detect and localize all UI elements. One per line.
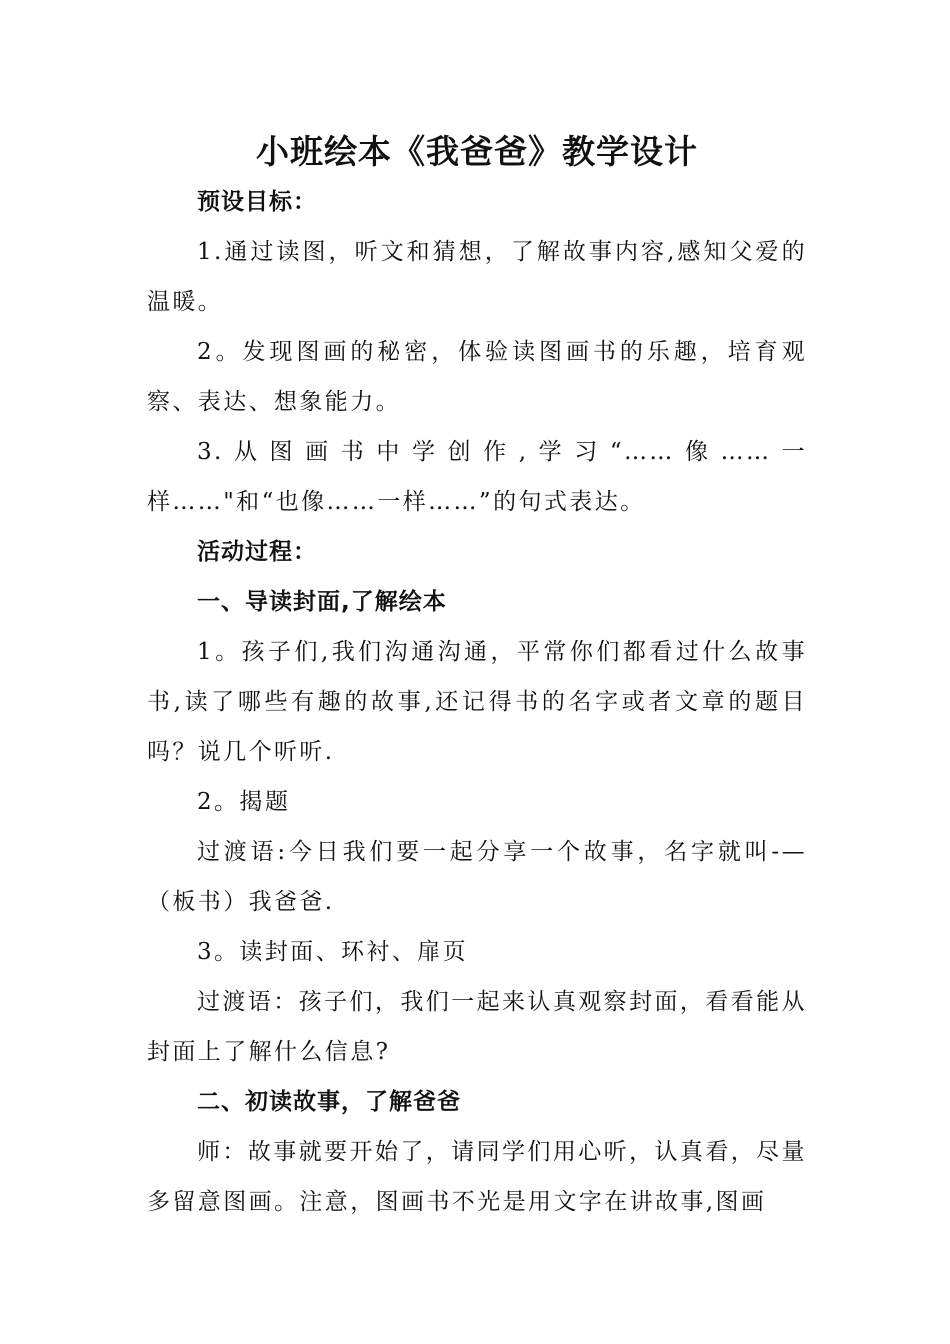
process-heading: 活动过程： [197,539,317,565]
section-1-heading: 一、导读封面,了解绘本 [197,589,447,615]
goal-paragraph-2: 2。发现图画的秘密，体验读图画书的乐趣，培育观察、表达、想象能力。 [147,339,807,415]
goal-paragraph-3: 3.从图画书中学创作,学习“……像……一样……"和“也像……一样……”的句式表达。 [147,439,807,515]
document-body [147,127,807,1227]
document-title: 小班绘本《我爸爸》教学设计 [256,132,698,171]
section-1-paragraph-1: 1。孩子们,我们沟通沟通，平常你们都看过什么故事书,读了哪些有趣的故事,还记得书的名字或者文章的题目吗？说几个听听. [147,639,807,765]
section-1-paragraph-5: 过渡语：孩子们，我们一起来认真观察封面，看看能从封面上了解什么信息? [147,989,807,1065]
section-1-paragraph-2: 2。揭题 [197,789,291,815]
section-2-paragraph-1: 师：故事就要开始了，请同学们用心听，认真看，尽量多留意图画。注意，图画书不光是用文字在讲故事,图画 [147,1139,807,1215]
section-2-heading: 二、初读故事，了解爸爸 [197,1089,461,1115]
section-1-paragraph-4: 3。读封面、环衬、扉页 [197,939,469,965]
goals-heading: 预设目标： [197,189,317,215]
goal-paragraph-1: 1.通过读图，听文和猜想，了解故事内容,感知父爱的温暖。 [147,239,807,315]
section-1-paragraph-3: 过渡语:今日我们要一起分享一个故事，名字就叫-—（板书）我爸爸. [147,839,807,915]
